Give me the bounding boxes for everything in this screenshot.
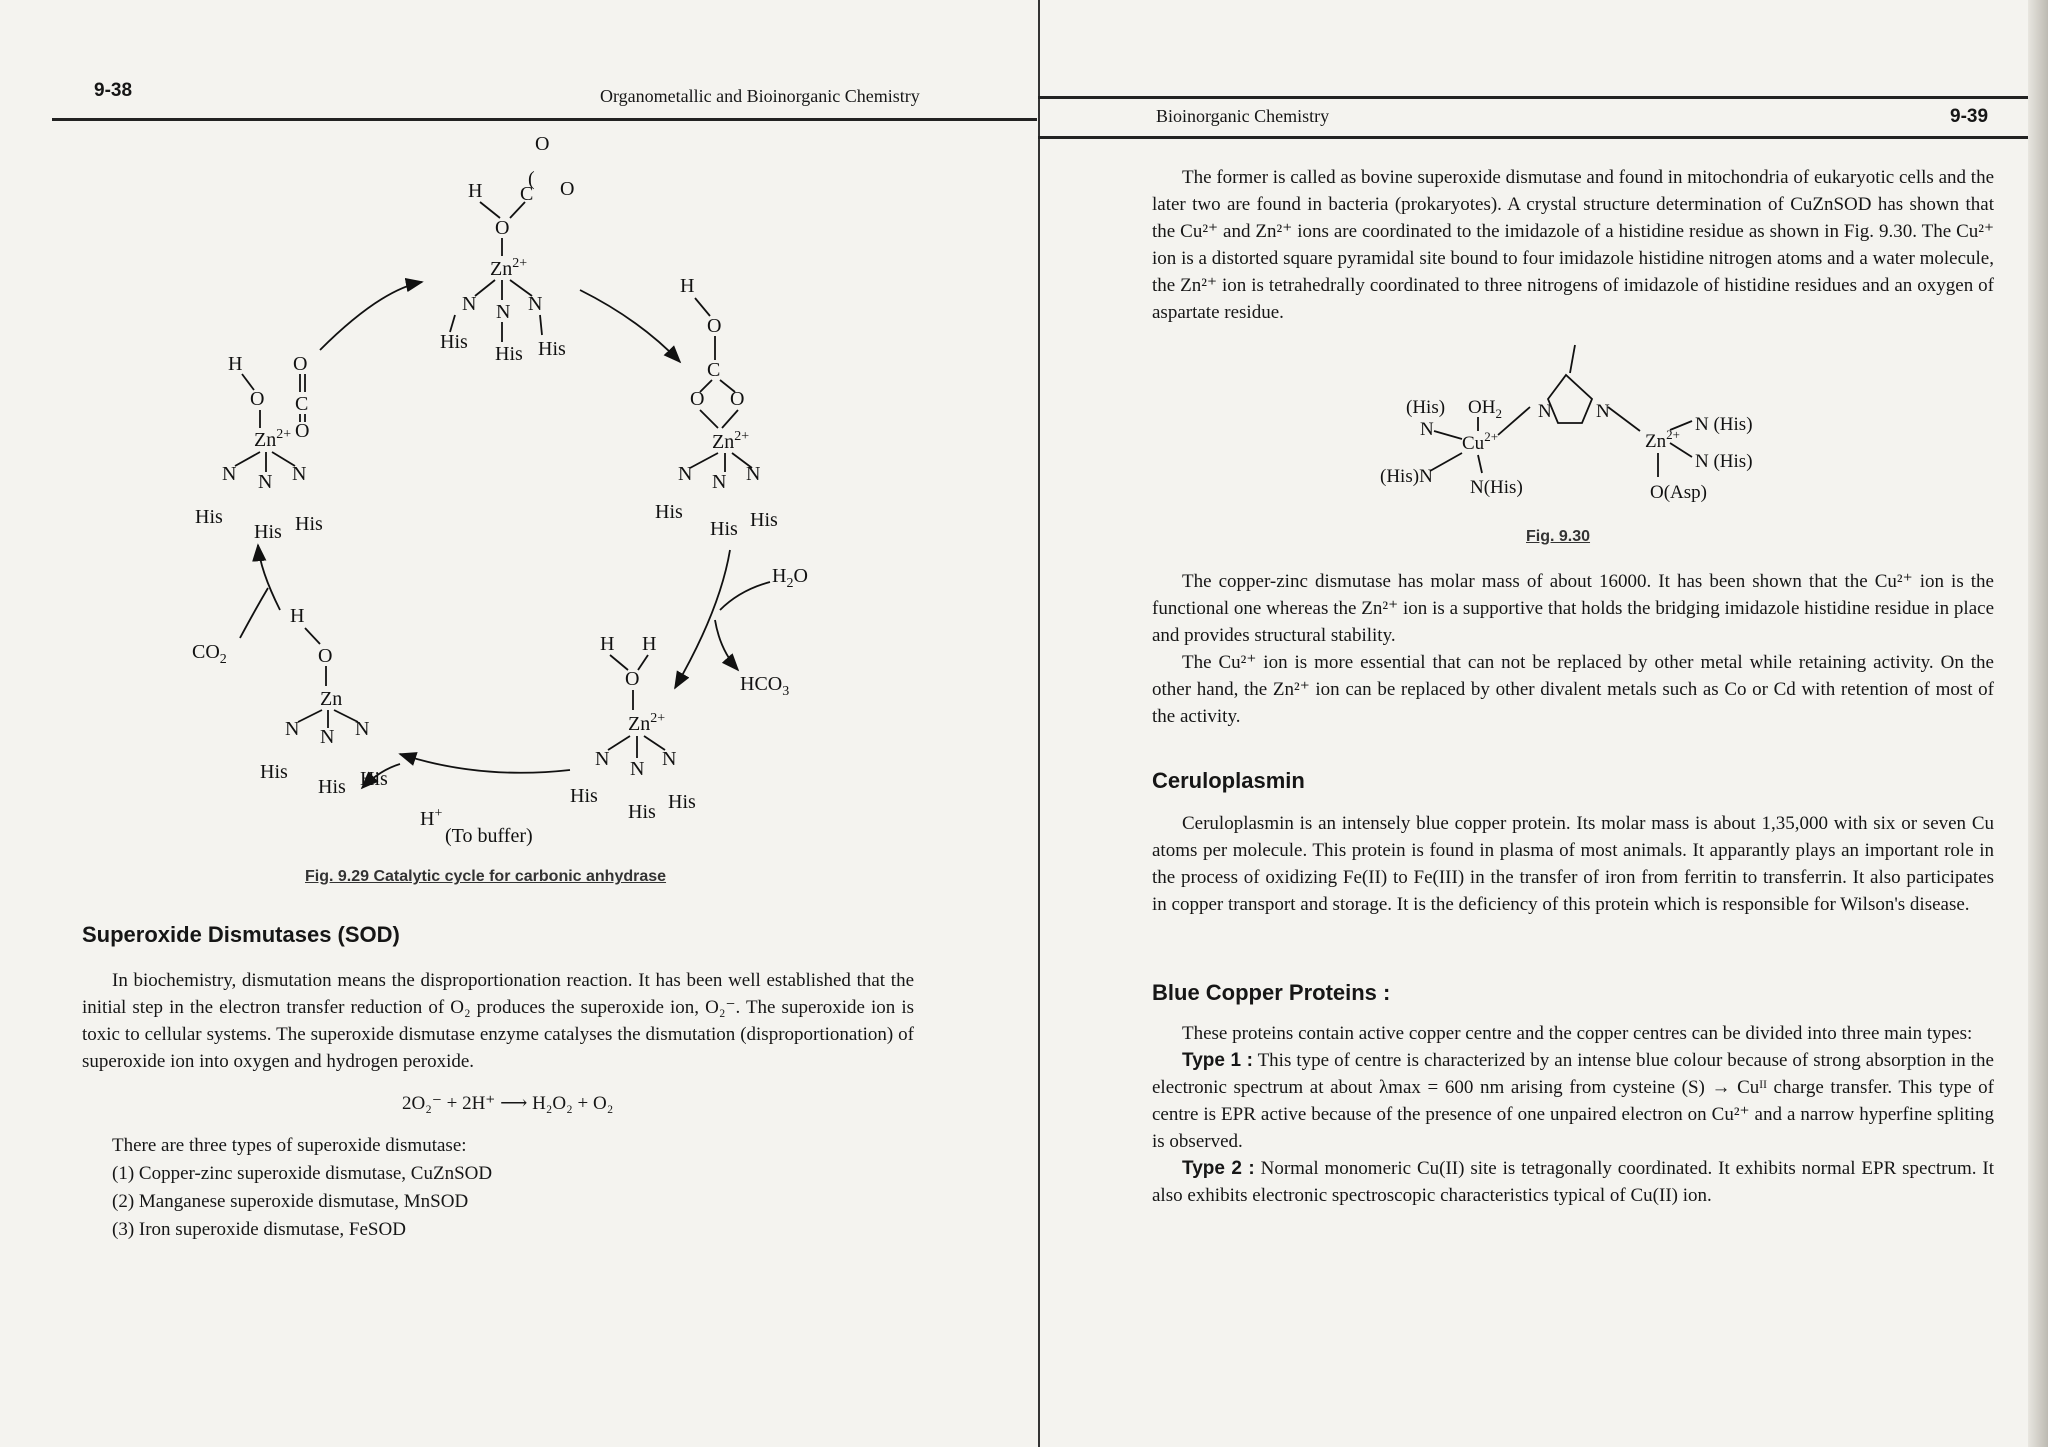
heading-superoxide-dismutases: Superoxide Dismutases (SOD) [82,922,400,947]
svg-text:O: O [707,315,722,337]
list-intro: There are three types of superoxide dismutase: [112,1135,467,1156]
svg-text:N: N [1420,419,1434,440]
type1-label: Type 1 : [1182,1050,1253,1071]
svg-text:His: His [318,776,346,798]
svg-text:Zn2+: $Zn^{2+}$ [1645,427,1680,452]
svg-text:His: His [254,521,282,543]
svg-text:O: O [690,388,705,410]
svg-text:N: N [292,463,307,485]
svg-text:N: N [1596,401,1610,422]
svg-text:N: N [678,463,693,485]
ceruloplasmin-paragraph: Ceruloplasmin is an intensely blue copper protein. Its molar mass is about 1,35,000 with six or seven Cu atoms per molecule. This protein is found in plasma of most animals. It apparantly plays an important role in the process of oxidizing Fe(II) to Fe(III) in the transfer of iron from ferritin to transferrin. It also participates in copper transport and storage. It is the deficiency of this protein which is responsible for Wilson's disease. [1152,813,1994,915]
right-paragraph-2: The copper-zinc dismutase has molar mass of about 16000. It has been shown that the Cu²⁺ ion is the functional one whereas the Zn²⁺ ion is a supportive that holds the bridging imidazole histidine residue in place and provides structural stability. The Cu²⁺ ion is more essential that can not be replaced by other metal while retaining activity. On the other hand, the Zn²⁺ ion can be replaced by other divalent metals such as Co or Cd with retention of most of the activity. [1152,571,1994,727]
svg-text:His: His [538,338,566,360]
svg-text:His: His [295,513,323,535]
type2-text: Normal monomeric Cu(II) site is tetragonally coordinated. It exhibits normal EPR spectrum. It also exhibits electronic spectroscopic characteristics typical of Cu(II) ion. [1152,1158,1995,1206]
right-running-title: Bioinorganic Chemistry [1156,106,1330,126]
svg-text:N: N [258,471,273,493]
svg-text:N: N [595,748,610,770]
fig-9-29-caption: Fig. 9.29 Catalytic cycle for carbonic anhydrase [305,868,667,885]
svg-text:Cu2+: $Cu^{2+}$ [1462,429,1499,454]
svg-text:N (His): N (His) [1695,414,1753,435]
svg-text:O: O [560,178,575,200]
svg-text:His: His [628,801,656,823]
heading-blue-copper-proteins: Blue Copper Proteins : [1152,980,1391,1005]
svg-text:His: His [440,331,468,353]
right-header-rule [1038,136,2033,139]
svg-text:O: O [293,353,308,375]
list-item: (3) Iron superoxide dismutase, FeSOD [112,1219,406,1240]
svg-text:O: O [730,388,745,410]
svg-text:N (His): N (His) [1695,451,1753,472]
svg-text:His: His [570,785,598,807]
list-item: (2) Manganese superoxide dismutase, MnSOD [112,1191,469,1212]
svg-text:H: H [642,633,657,655]
svg-text:N(His): N(His) [1470,477,1523,498]
svg-text:O(Asp): O(Asp) [1650,482,1707,503]
page-edge-shadow [2028,0,2048,1447]
svg-text:Zn2+: $Zn^{2+}$ [628,711,666,735]
svg-text:N: N [662,748,677,770]
svg-text:N: N [355,718,370,740]
left-running-title: Organometallic and Bioinorganic Chemistry [600,86,920,106]
sod-types-list [112,1132,912,1244]
svg-text:(: ( [528,168,535,190]
svg-text:Zn2+: $Zn^{2+}$ [490,256,528,280]
dismutation-equation: 2O₂⁻ + 2H⁺ ⟶ H₂O₂ + O₂ [402,1093,614,1114]
svg-text:N: N [1538,401,1552,422]
svg-text:His: His [750,509,778,531]
type1-text: This type of centre is characterized by an intense blue colour because of strong absorption in the electronic spectrum at about λmax = 600 nm arising from cysteine (S) → Cuᴵᴵ charge transfer. This type of centre is EPR active because of the presence of one unpaired electron on Cu²⁺ and a narrow hyperfine spliting is observed. [1152,1050,1994,1152]
svg-text:N: N [222,463,237,485]
svg-text:O: O [535,133,550,155]
heading-ceruloplasmin: Ceruloplasmin [1152,768,1305,793]
svg-text:O: O [318,645,333,667]
svg-text:H2O: $H_2O$ [772,565,808,591]
svg-text:O: O [625,668,640,690]
right-paragraph-1: The former is called as bovine superoxide dismutase and found in mitochondria of eukaryotic cells and the later two are found in bacteria (prokaryotes). A crystal structure determination of CuZnSOD has shown that the Cu²⁺ and Zn²⁺ ions are coordinated to the imidazole of a histidine residue as shown in Fig. 9.30. The Cu²⁺ ion is a distorted square pyramidal site bound to four imidazole histidine nitrogen atoms and a water molecule, the Zn²⁺ ion is tetrahedrally coordinated to three nitrogens of imidazole of histidine residues and an oxygen of aspartate residue. [1152,167,1994,323]
svg-text:H: H [290,605,305,627]
svg-text:N: N [285,718,300,740]
svg-text:His: His [710,518,738,540]
right-page-number: 9-39 [1950,106,1989,127]
label-c-top: C [520,183,534,205]
svg-text:(His): (His) [1406,397,1446,418]
sod-paragraph: In biochemistry, dismutation means the disproportionation reaction. It has been well established that the initial step in the electron transfer reduction of O₂ produces the superoxide ion, O₂⁻. The superoxide ion is toxic to cellular systems. The superoxide dismutase enzyme catalyses the dismutation (disproportionation) of superoxide ion into oxygen and hydrogen peroxide. [82,970,914,1072]
svg-text:His: His [495,343,523,365]
svg-text:HCO3: $HCO_3$ [740,673,790,699]
svg-text:O: O [495,217,510,239]
svg-text:N: N [528,293,543,315]
svg-text:O: O [250,388,265,410]
fig-9-30-caption: Fig. 9.30 [1526,528,1591,545]
svg-text:(His)N: (His)N [1380,466,1433,487]
right-header-rule-top [1038,96,2033,99]
svg-text:O: O [295,420,310,442]
type2-label: Type 2 : [1182,1158,1255,1179]
svg-text:N: N [746,463,761,485]
page-spine [1038,0,1040,1447]
svg-text:His: His [195,506,223,528]
svg-text:Zn2+: $Zn^{2+}$ [254,427,292,451]
cuznsod-site-figure [1370,335,1770,510]
list-item: (1) Copper-zinc superoxide dismutase, CuZnSOD [112,1163,493,1184]
svg-text:(To buffer): (To buffer) [445,825,533,847]
svg-text:His: His [360,768,388,790]
svg-text:H: H [600,633,615,655]
svg-text:Zn: Zn [320,688,343,710]
svg-text:C: C [295,393,309,415]
left-header-rule [52,118,1037,121]
svg-text:N: N [712,471,727,493]
svg-text:His: His [655,501,683,523]
svg-text:OH2: $OH_2$ [1468,397,1502,421]
svg-text:H: H [228,353,243,375]
svg-text:H+: H+ [420,806,443,830]
svg-text:Zn2+: $Zn^{2+}$ [712,429,750,453]
svg-text:H: H [680,275,695,297]
svg-text:CO2: $CO_2$ [192,641,227,667]
svg-text:N: N [630,758,645,780]
svg-text:C: C [707,359,721,381]
svg-text:N: N [462,293,477,315]
catalytic-cycle-figure [150,130,870,850]
svg-text:N: N [496,301,511,323]
label-h-top: H [468,180,483,202]
svg-text:His: His [260,761,288,783]
blue-copper-paragraph: These proteins contain active copper centre and the copper centres can be divided into three main types: Type 1 : This type of centre is characterized by an intense blue colour because of strong absorption in the electronic spectrum at about λmax = 600 nm arising from cysteine (S) → Cuᴵᴵ charge transfer. This type of centre is EPR active because of the presence of one unpaired electron on Cu²⁺ and a narrow hyperfine spliting is observed. Type 2 : Normal monomeric Cu(II) site is tetragonally coordinated. It exhibits normal EPR spectrum. It also exhibits electronic spectroscopic characteristics typical of Cu(II) ion. [1152,1023,1995,1206]
svg-text:N: N [320,726,335,748]
left-page-number: 9-38 [94,80,133,101]
svg-text:His: His [668,791,696,813]
